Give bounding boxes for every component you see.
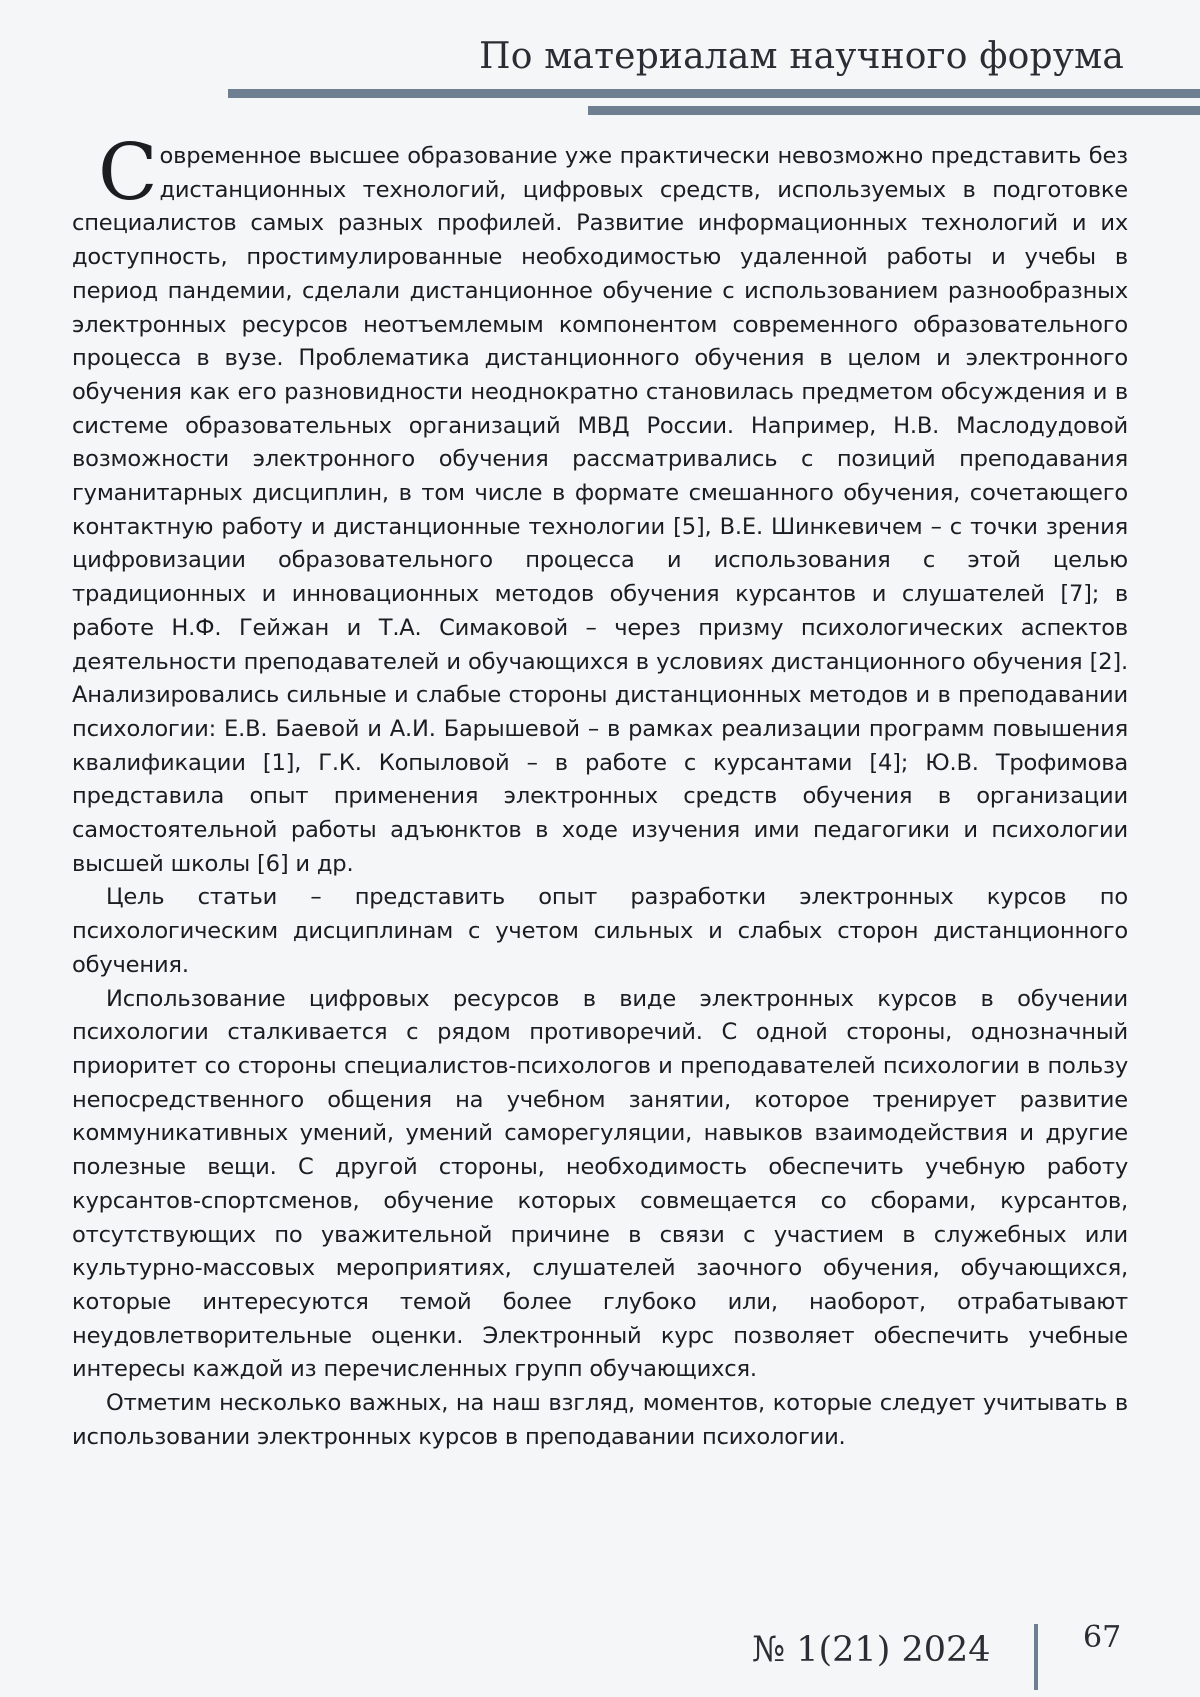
footer-divider [1034, 1624, 1038, 1690]
paragraph-1-text: овременное высшее образование уже практически невозможно представить без дистанционных технологий, цифровых средств, используемых в подготовке специалистов самых разных профилей. Развитие информационных технологий и их доступность, простимулированные необходимостью удаленной работы и учебы в период пандемии, сделали дистанционное обучение с использованием разнообразных электронных ресурсов неотъемлемым компонентом современного образовательного процесса в вузе. Проблематика дистанционного обучения в целом и электронного обучения как его разновидности неоднократно становилась предметом обсуждения и в системе образовательных организаций МВД России. Например, Н.В. Маслодудовой возможности электронного обучения рассматривались с позиций преподавания гуманитарных дисциплин, в том числе в формате смешанного обучения, сочетающего контактную работу и дистанционные технологии [5], В.Е. Шинкевичем – с точки зрения цифровизации образовательного процесса и использования с этой целью традиционных и инновационных методов обучения курсантов и слушателей [7]; в работе Н.Ф. Гейжан и Т.А. Симаковой – через призму психологических аспектов деятельности преподавателей и обучающихся в условиях дистанционного обучения [2]. Анализировались сильные и слабые стороны дистанционных методов и в преподавании психологии: Е.В. Баевой и А.И. Барышевой – в рамках реализации программ повышения квалификации [1], Г.К. Копыловой – в работе с курсантами [4]; Ю.В. Трофимова представила опыт применения электронных средств обучения в организации самостоятельной работы адъюнктов в ходе изучения ими педагогики и психологии высшей школы [6] и др. [72, 143, 1128, 877]
paragraph-2: Цель статьи – представить опыт разработки электронных курсов по психологическим дисциплинам с учетом сильных и слабых сторон дистанционного обучения. [72, 881, 1128, 982]
running-header-title: По материалам научного форума [479, 36, 1124, 77]
page-number: 67 [1083, 1620, 1121, 1655]
header-rule-upper [228, 89, 1200, 98]
header-rule-lower [588, 106, 1200, 115]
journal-page [0, 0, 1200, 1697]
article-body [72, 140, 1128, 1454]
paragraph-1 [72, 140, 1128, 881]
paragraph-4: Отметим несколько важных, на наш взгляд, моментов, которые следует учитывать в использовании электронных курсов в преподавании психологии. [72, 1387, 1128, 1454]
issue-number: № 1(21) 2024 [752, 1630, 991, 1670]
drop-cap: С [98, 142, 157, 204]
paragraph-3: Использование цифровых ресурсов в виде электронных курсов в обучении психологии сталкивается с рядом противоречий. С одной стороны, однозначный приоритет со стороны специалистов-психологов и преподавателей психологии в пользу непосредственного общения на учебном занятии, которое тренирует развитие коммуникативных умений, умений саморегуляции, навыков взаимодействия и другие полезные вещи. С другой стороны, необходимость обеспечить учебную работу курсантов-спортсменов, обучение которых совмещается со сборами, курсантов, отсутствующих по уважительной причине в связи с участием в служебных или культурно-массовых мероприятиях, слушателей заочного обучения, обучающихся, которые интересуются темой более глубоко или, наоборот, отрабатывают неудовлетворительные оценки. Электронный курс позволяет обеспечить учебные интересы каждой из перечисленных групп обучающихся. [72, 983, 1128, 1387]
